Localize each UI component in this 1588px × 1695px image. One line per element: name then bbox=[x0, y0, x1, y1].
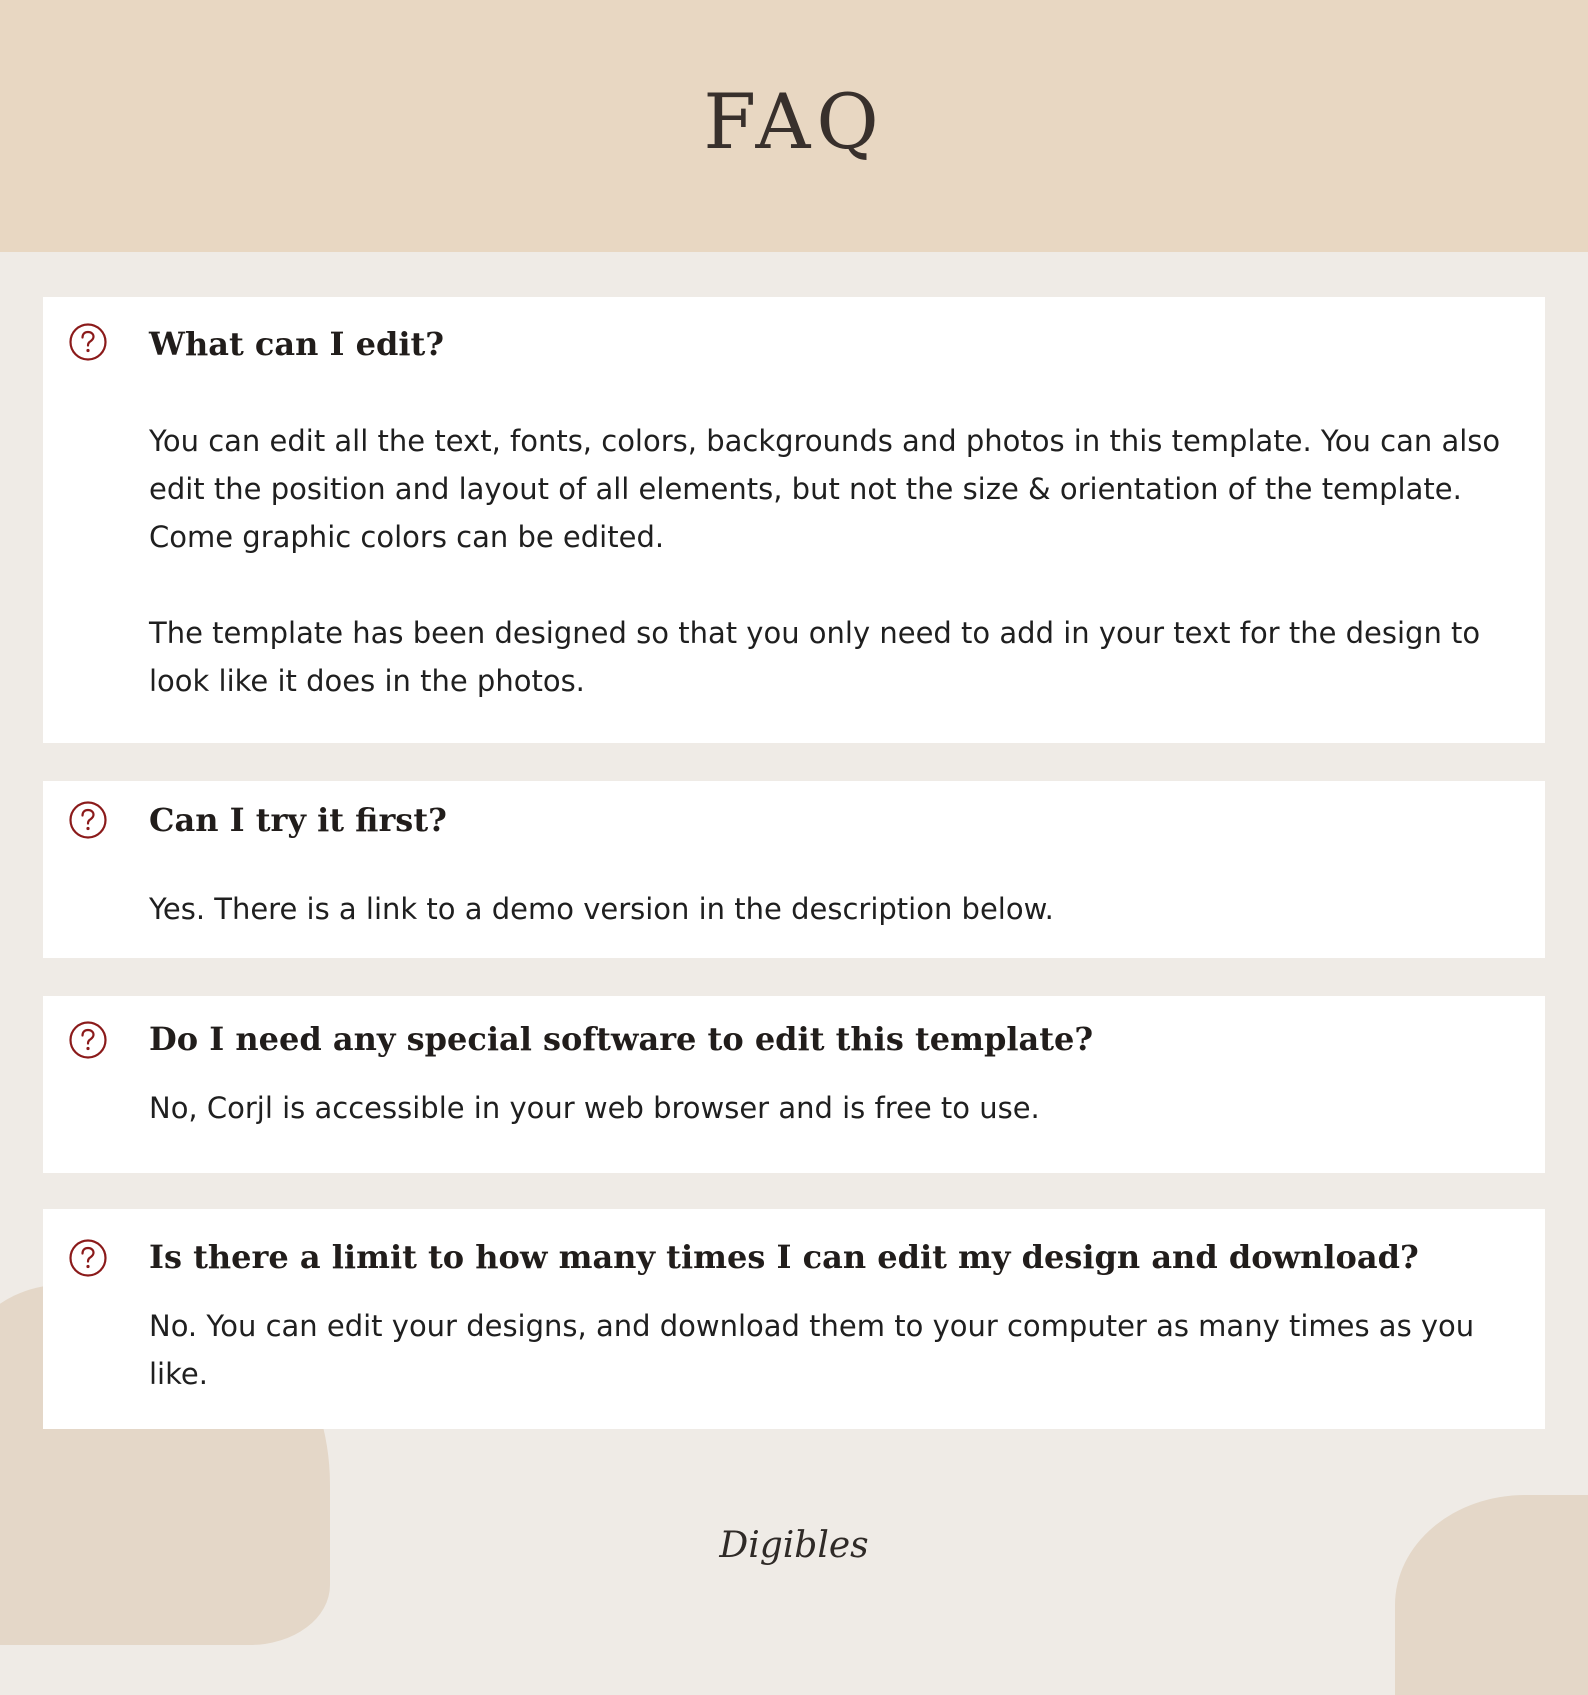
question-circle-icon bbox=[68, 1238, 108, 1278]
faq-question: Do I need any special software to edit this template? bbox=[149, 1020, 1094, 1058]
question-circle-icon bbox=[68, 322, 108, 362]
faq-question: What can I edit? bbox=[149, 325, 445, 363]
faq-answer: Yes. There is a link to a demo version in the description below. bbox=[149, 892, 1054, 926]
faq-card-special-software bbox=[43, 996, 1545, 1173]
brand-signature: Digibles bbox=[719, 1525, 869, 1566]
faq-card-can-i-try-it-first bbox=[43, 781, 1545, 958]
faq-answer: The template has been designed so that you only need to add in your text for the design to look like it does in the photos. bbox=[149, 616, 1481, 698]
faq-answer: You can edit all the text, fonts, colors, backgrounds and photos in this template. You can also edit the position and layout of all elements, but not the size & orientation of the template. Come graphic colors can be edited. bbox=[149, 424, 1501, 554]
faq-question: Can I try it first? bbox=[149, 801, 447, 839]
page-title: FAQ bbox=[703, 77, 885, 166]
header-banner bbox=[0, 0, 1588, 252]
question-circle-icon bbox=[68, 800, 108, 840]
question-circle-icon bbox=[68, 1020, 108, 1060]
decorative-blob-right bbox=[1395, 1495, 1588, 1695]
faq-question: Is there a limit to how many times I can edit my design and download? bbox=[149, 1238, 1419, 1276]
faq-card-edit-limit bbox=[43, 1209, 1545, 1429]
faq-card-what-can-i-edit bbox=[43, 297, 1545, 743]
faq-answer: No, Corjl is accessible in your web browser and is free to use. bbox=[149, 1091, 1040, 1125]
faq-answer: No. You can edit your designs, and download them to your computer as many times as you like. bbox=[149, 1309, 1475, 1391]
